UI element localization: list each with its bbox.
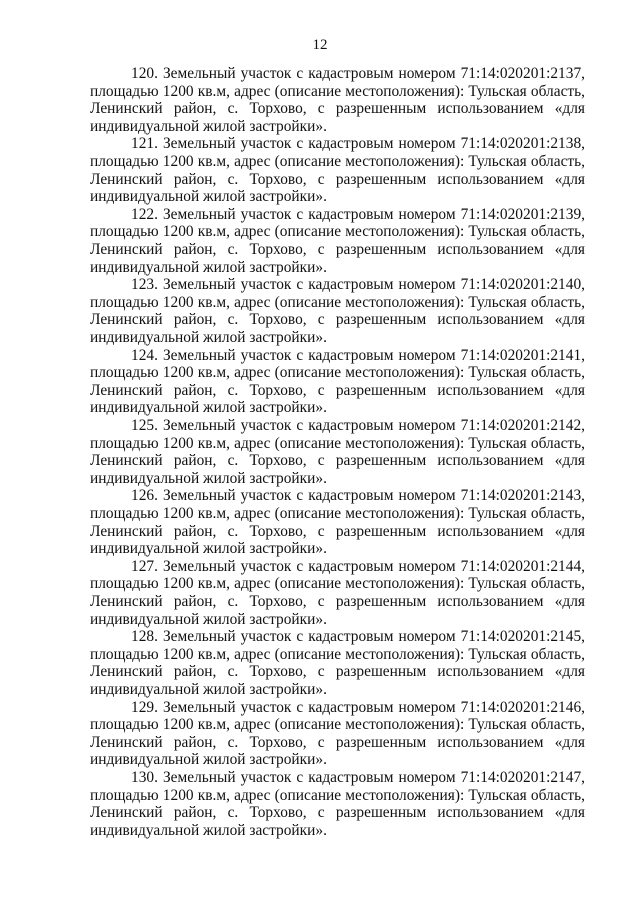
list-item: 126. Земельный участок с кадастровым номером 71:14:020201:2143, площадью 1200 кв.м, адрес (описание местоположения): Тульская область, Ленинский район, с. Торхово, с разрешенным использованием «для индивидуальной жилой застройки».: [90, 487, 585, 558]
list-item: 120. Земельный участок с кадастровым номером 71:14:020201:2137, площадью 1200 кв.м, адрес (описание местоположения): Тульская область, Ленинский район, с. Торхово, с разрешенным использованием «для индивидуальной жилой застройки».: [90, 65, 585, 135]
list-item: 129. Земельный участок с кадастровым номером 71:14:020201:2146, площадью 1200 кв.м, адрес (описание местоположения): Тульская область, Ленинский район, с. Торхово, с разрешенным использованием «для индивидуальной жилой застройки».: [90, 698, 585, 769]
list-item: 123. Земельный участок с кадастровым номером 71:14:020201:2140, площадью 1200 кв.м, адрес (описание местоположения): Тульская область, Ленинский район, с. Торхово, с разрешенным использованием «для индивидуальной жилой застройки».: [90, 276, 585, 346]
list-item: 130. Земельный участок с кадастровым номером 71:14:020201:2147, площадью 1200 кв.м, адрес (описание местоположения): Тульская область, Ленинский район, с. Торхово, с разрешенным использованием «для индивидуальной жилой застройки».: [90, 768, 585, 839]
list-item: 121. Земельный участок с кадастровым номером 71:14:020201:2138, площадью 1200 кв.м, адрес (описание местоположения): Тульская область, Ленинский район, с. Торхово, с разрешенным использованием «для индивидуальной жилой застройки».: [90, 135, 585, 206]
list-item: 128. Земельный участок с кадастровым номером 71:14:020201:2145, площадью 1200 кв.м, адрес (описание местоположения): Тульская область, Ленинский район, с. Торхово, с разрешенным использованием «для индивидуальной жилой застройки».: [90, 628, 585, 698]
page-number: 12: [312, 37, 328, 53]
document-body: [90, 65, 585, 839]
list-item: 127. Земельный участок с кадастровым номером 71:14:020201:2144, площадью 1200 кв.м, адрес (описание местоположения): Тульская область, Ленинский район, с. Торхово, с разрешенным использованием «для индивидуальной жилой застройки».: [90, 557, 585, 628]
list-item: 125. Земельный участок с кадастровым номером 71:14:020201:2142, площадью 1200 кв.м, адрес (описание местоположения): Тульская область, Ленинский район, с. Торхово, с разрешенным использованием «для индивидуальной жилой застройки».: [90, 416, 585, 487]
list-item: 122. Земельный участок с кадастровым номером 71:14:020201:2139, площадью 1200 кв.м, адрес (описание местоположения): Тульская область, Ленинский район, с. Торхово, с разрешенным использованием «для индивидуальной жилой застройки».: [90, 205, 585, 276]
list-item: 124. Земельный участок с кадастровым номером 71:14:020201:2141, площадью 1200 кв.м, адрес (описание местоположения): Тульская область, Ленинский район, с. Торхово, с разрешенным использованием «для индивидуальной жилой застройки».: [90, 346, 585, 417]
